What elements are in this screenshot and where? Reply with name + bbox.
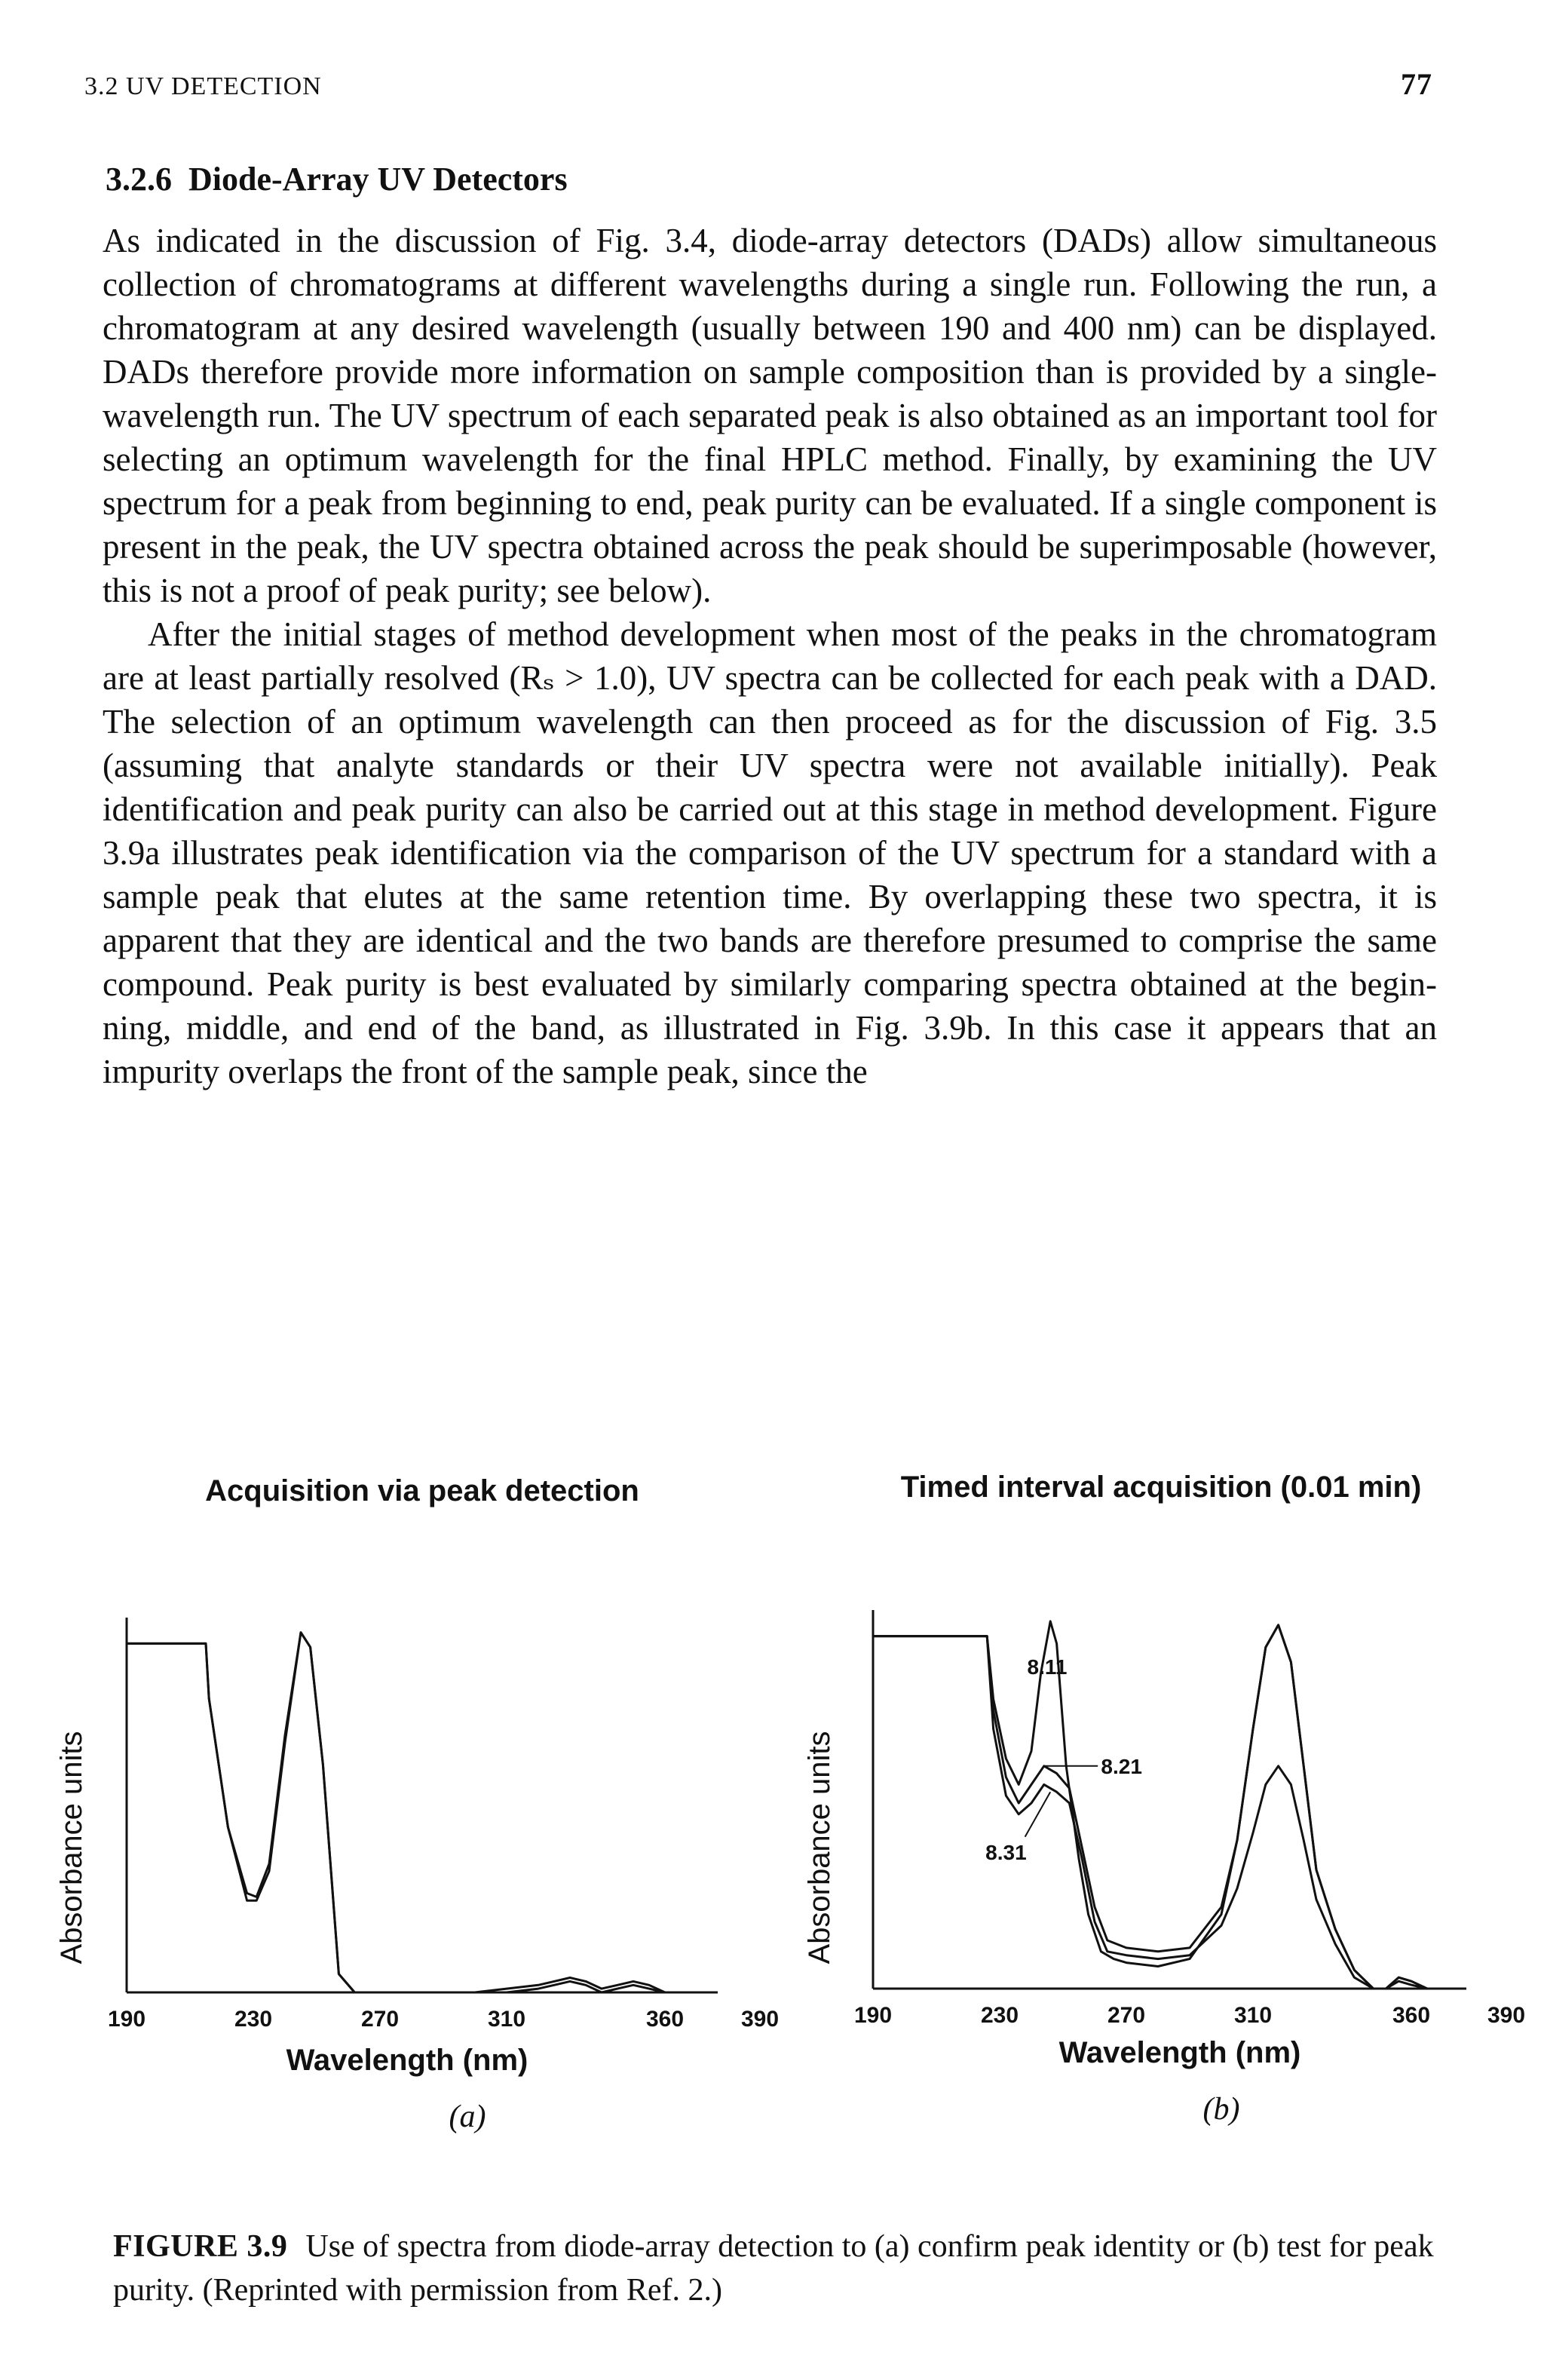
panel-b-x-tick-label: 390 bbox=[1487, 2003, 1526, 2028]
panel-a-x-tick-label: 270 bbox=[360, 2007, 400, 2032]
panel-a-x-tick-label: 230 bbox=[234, 2007, 273, 2032]
panel-a-label: (a) bbox=[449, 2099, 486, 2134]
panel-b-annotations bbox=[985, 1655, 1142, 1864]
running-head bbox=[84, 66, 1432, 112]
caption-text: Use of spectra from diode-array detection to (a) confirm peak identity or (b) test for peak purity. (Reprinted with permission from Ref. 2.) bbox=[113, 2229, 1434, 2308]
panel-a-title: Acquisition via peak detection bbox=[205, 1474, 639, 1507]
panel-b-annotation-leader bbox=[1025, 1792, 1051, 1837]
paragraph-2: After the initial stages of method development when most of the peaks in the chromatogram are at least partially resolved (Rₛ > 1.0), UV spectra can be collected for each peak with a DAD. The selection of an optimum wavelength can then proceed as for the discussion of Fig. 3.5 (assuming that analyte standards or their UV spectra were not available initially). Peak identification and peak purity can also be carried out at this stage in method development. Figure 3.9a illustrates peak identification via the comparison of the UV spectrum for a standard with a sample peak that elutes at the same retention time. By overlapping these two spectra, it is apparent that they are identical and the two bands are therefore presumed to comprise the same compound. Peak purity is best evaluated by similarly comparing spectra obtained at the beginning, middle, and end of the band, as illustrated in Fig. 3.9b. In this case it appears that an impurity overlaps the front of the sample peak, since the bbox=[103, 615, 1437, 1090]
panel-b-x-tick-label: 230 bbox=[980, 2003, 1019, 2028]
panel-a-ylabel: Absorbance units bbox=[55, 1731, 88, 1964]
panel-b-ticks bbox=[854, 2003, 1525, 2028]
figure-svg bbox=[30, 1455, 1526, 2210]
panel-b-ylabel: Absorbance units bbox=[803, 1731, 836, 1964]
panel-a-x-tick-label: 310 bbox=[487, 2007, 526, 2032]
panel-b-series-line-3 bbox=[873, 1636, 1427, 1989]
panel-b-x-tick-label: 190 bbox=[853, 2003, 893, 2028]
panel-b-x-tick-label: 270 bbox=[1107, 2003, 1146, 2028]
body-text bbox=[103, 219, 1437, 1093]
panel-a-xlabel: Wavelength (nm) bbox=[286, 2044, 528, 2077]
caption-label: FIGURE 3.9 bbox=[113, 2229, 288, 2264]
panel-b-annotation-1: 8.11 bbox=[1027, 1655, 1068, 1679]
panel-b-x-tick-label: 360 bbox=[1392, 2003, 1431, 2028]
panel-a bbox=[55, 1474, 779, 2134]
panel-b-xlabel: Wavelength (nm) bbox=[1058, 2036, 1301, 2069]
panel-b-label: (b) bbox=[1202, 2092, 1240, 2127]
section-title: Diode-Array UV Detectors bbox=[188, 161, 568, 198]
panel-b-x-tick-label: 310 bbox=[1233, 2003, 1273, 2028]
figure-3-9 bbox=[30, 1455, 1526, 2210]
panel-b-series bbox=[873, 1621, 1427, 1989]
panel-b-annotation-3: 8.31 bbox=[985, 1840, 1027, 1864]
panel-a-series-line-2 bbox=[127, 1633, 665, 1992]
running-head-section: 3.2 UV DETECTION bbox=[84, 72, 322, 100]
figure-caption bbox=[113, 2225, 1440, 2312]
panel-b-series-line-2 bbox=[873, 1625, 1427, 1989]
panel-a-x-tick-label: 360 bbox=[645, 2007, 685, 2032]
page-number: 77 bbox=[1401, 67, 1432, 101]
panel-a-series bbox=[127, 1633, 665, 1992]
panel-b-series-line-1 bbox=[873, 1621, 1427, 1989]
panel-a-x-tick-label: 190 bbox=[107, 2007, 146, 2032]
paragraph-1: As indicated in the discussion of Fig. 3.4, diode-array detectors (DADs) allow simultaneous collection of chromatograms at different wavelengths during a single run. Following the run, a chromatogram at any desired wavelength (usually between 190 and 400 nm) can be displayed. DADs therefore provide more information on sample composition than is provided by a single-wavelength run. The UV spectrum of each separated peak is also obtained as an important tool for selecting an optimum wavelength for the final HPLC method. Finally, by examining the UV spectrum for a peak from beginning to end, peak purity can be evaluated. If a single component is present in the peak, the UV spectra obtained across the peak should be superimposable (however, this is not a proof of peak purity; see below). bbox=[103, 222, 1437, 609]
panel-b-annotation-2: 8.21 bbox=[1101, 1754, 1142, 1778]
section-heading bbox=[106, 160, 568, 198]
panel-a-x-tick-label: 390 bbox=[740, 2007, 780, 2032]
panel-b bbox=[803, 1471, 1525, 2127]
section-number: 3.2.6 bbox=[106, 161, 172, 198]
panel-b-title: Timed interval acquisition (0.01 min) bbox=[900, 1471, 1422, 1504]
panel-a-ticks bbox=[108, 2007, 779, 2032]
